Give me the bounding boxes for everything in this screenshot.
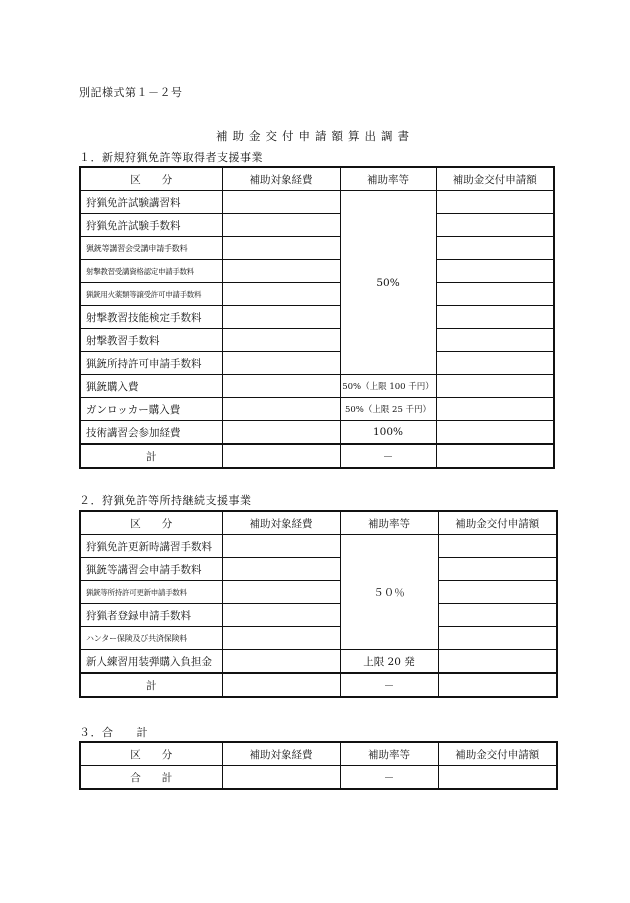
grant-amount-cell (436, 421, 554, 445)
header-target-cost: 補助対象経費 (222, 167, 340, 191)
section2-title: ２．狩猟免許等所持継続支援事業 (79, 494, 252, 507)
total-rate-cell: － (340, 673, 438, 697)
row-label: 技術講習会参加経費 (80, 421, 222, 445)
row-label: 狩猟免許試験手数料 (80, 214, 222, 237)
grant-amount-cell (438, 535, 557, 558)
header-rate: 補助率等 (340, 511, 438, 535)
grant-amount-cell (436, 214, 554, 237)
rate-cell: 50%（上限 25 千円） (340, 398, 436, 421)
row-label: 射撃教習技能検定手数料 (80, 306, 222, 329)
rate-cell: 50% (340, 191, 436, 375)
table-row (80, 237, 554, 260)
total-target-cost-cell (222, 766, 340, 790)
section3-title: ３．合 計 (79, 726, 148, 739)
section2-table (79, 510, 558, 698)
target-cost-cell (222, 237, 340, 260)
row-label: 猟銃購入費 (80, 375, 222, 398)
total-target-cost-cell (222, 444, 340, 468)
grant-amount-cell (436, 375, 554, 398)
rate-cell: 50%（上限 100 千円） (340, 375, 436, 398)
target-cost-cell (222, 375, 340, 398)
grant-amount-cell (438, 558, 557, 581)
grant-amount-cell (436, 306, 554, 329)
total-row (80, 766, 557, 790)
table-row (80, 352, 554, 375)
table-row (80, 214, 554, 237)
row-label: 狩猟者登録申請手数料 (80, 604, 222, 627)
table-row (80, 421, 554, 445)
table-header-row (80, 167, 554, 191)
total-label: 計 (80, 444, 222, 468)
rate-cell: 100% (340, 421, 436, 445)
header-target-cost: 補助対象経費 (222, 511, 340, 535)
grant-amount-cell (436, 260, 554, 283)
row-label: 猟銃等講習会受講申請手数料 (80, 237, 222, 260)
header-category: 区 分 (80, 742, 222, 766)
row-label: 猟銃等講習会申請手数料 (80, 558, 222, 581)
table-row (80, 375, 554, 398)
table-row (80, 398, 554, 421)
target-cost-cell (222, 260, 340, 283)
total-grant-amount-cell (436, 444, 554, 468)
header-grant-amount: 補助金交付申請額 (438, 742, 557, 766)
grant-amount-cell (436, 237, 554, 260)
form-number: 別記様式第１－２号 (79, 86, 183, 99)
total-grant-amount-cell (438, 673, 557, 697)
table-header-row (80, 742, 557, 766)
grant-amount-cell (438, 650, 557, 674)
section1-table (79, 166, 555, 469)
target-cost-cell (222, 604, 340, 627)
target-cost-cell (222, 214, 340, 237)
grant-amount-cell (438, 581, 557, 604)
table-row (80, 191, 554, 214)
document-title: 補助金交付申請額算出調書 (216, 129, 414, 143)
target-cost-cell (222, 398, 340, 421)
row-label: 狩猟免許更新時講習手数料 (80, 535, 222, 558)
table-row (80, 283, 554, 306)
target-cost-cell (222, 421, 340, 445)
row-label: 新人練習用装弾購入負担金 (80, 650, 222, 674)
header-category: 区 分 (80, 167, 222, 191)
header-rate: 補助率等 (340, 167, 436, 191)
row-label: 射撃教習受講資格認定申請手数料 (80, 260, 222, 283)
target-cost-cell (222, 581, 340, 604)
target-cost-cell (222, 306, 340, 329)
total-target-cost-cell (222, 673, 340, 697)
row-label: 狩猟免許試験講習料 (80, 191, 222, 214)
table-row (80, 260, 554, 283)
total-rate-cell: － (340, 766, 438, 790)
grant-amount-cell (436, 329, 554, 352)
table-row (80, 306, 554, 329)
total-row (80, 673, 557, 697)
table-header-row (80, 511, 557, 535)
grant-amount-cell (436, 352, 554, 375)
row-label: 猟銃等所持許可更新申請手数料 (80, 581, 222, 604)
target-cost-cell (222, 650, 340, 674)
target-cost-cell (222, 191, 340, 214)
header-target-cost: 補助対象経費 (222, 742, 340, 766)
total-rate-cell: － (340, 444, 436, 468)
section3-table (79, 741, 558, 790)
table-row (80, 558, 557, 581)
rate-cell: ５０％ (340, 535, 438, 650)
row-label: 猟銃所持許可申請手数料 (80, 352, 222, 375)
grant-amount-cell (436, 398, 554, 421)
header-rate: 補助率等 (340, 742, 438, 766)
row-label: 射撃教習手数料 (80, 329, 222, 352)
row-label: ガンロッカー購入費 (80, 398, 222, 421)
row-label: 猟銃用火薬類等譲受許可申請手数料 (80, 283, 222, 306)
grant-amount-cell (438, 627, 557, 650)
target-cost-cell (222, 535, 340, 558)
target-cost-cell (222, 352, 340, 375)
table-row (80, 329, 554, 352)
target-cost-cell (222, 329, 340, 352)
target-cost-cell (222, 283, 340, 306)
table-row (80, 535, 557, 558)
row-label: ハンター保険及び共済保険料 (80, 627, 222, 650)
total-row (80, 444, 554, 468)
total-label: 合 計 (80, 766, 222, 790)
target-cost-cell (222, 558, 340, 581)
total-grant-amount-cell (438, 766, 557, 790)
total-label: 計 (80, 673, 222, 697)
section1-title: １．新規狩猟免許等取得者支援事業 (79, 151, 263, 164)
table-row (80, 581, 557, 604)
grant-amount-cell (436, 191, 554, 214)
grant-amount-cell (438, 604, 557, 627)
header-grant-amount: 補助金交付申請額 (438, 511, 557, 535)
target-cost-cell (222, 627, 340, 650)
header-grant-amount: 補助金交付申請額 (436, 167, 554, 191)
table-row (80, 650, 557, 674)
rate-cell: 上限 20 発 (340, 650, 438, 674)
grant-amount-cell (436, 283, 554, 306)
header-category: 区 分 (80, 511, 222, 535)
table-row (80, 604, 557, 627)
table-row (80, 627, 557, 650)
